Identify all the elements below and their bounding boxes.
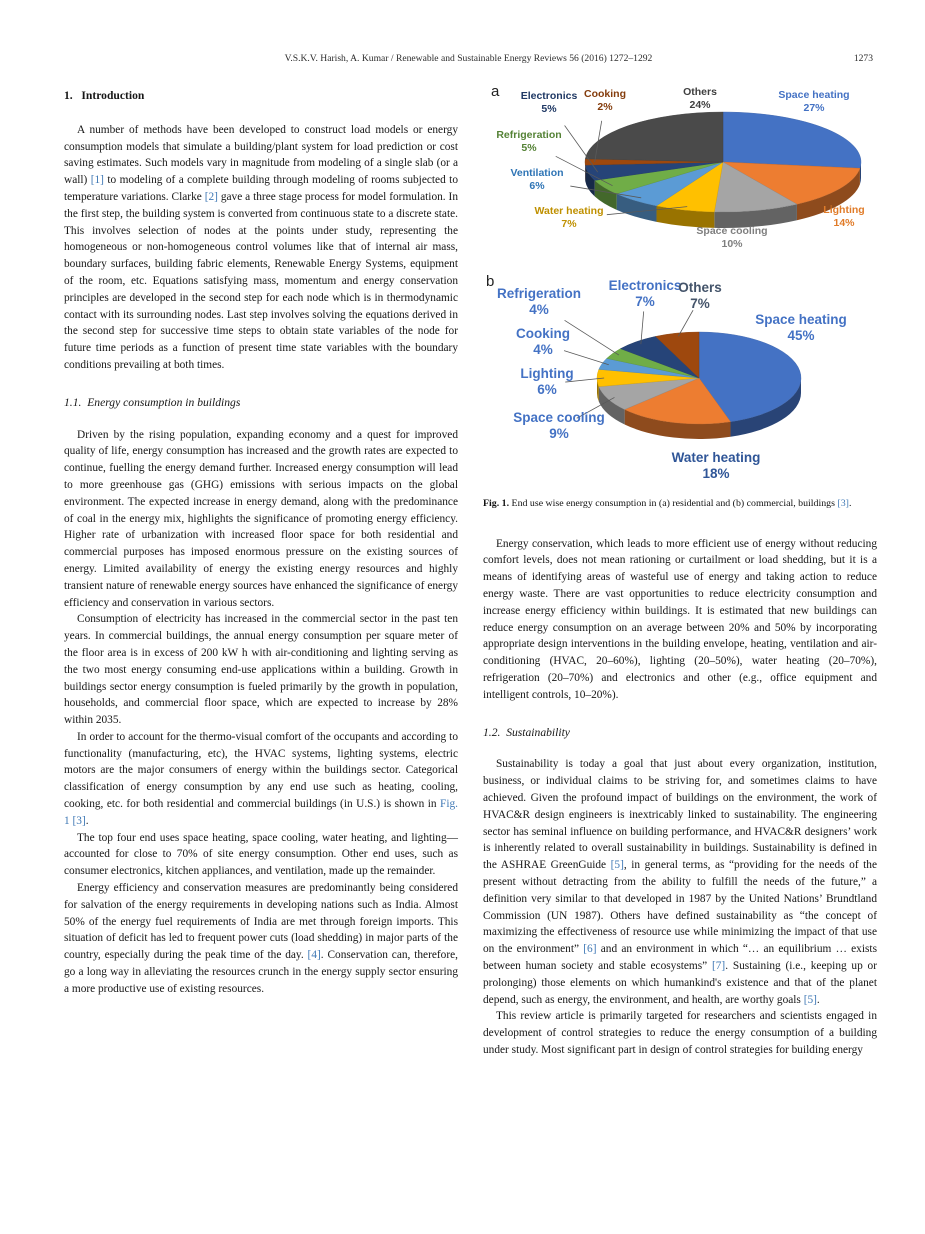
pie-3d-svg <box>483 84 877 256</box>
pie-slice-label: Electronics 7% <box>608 278 682 309</box>
figure-1 <box>483 84 877 511</box>
pie-3d-svg <box>483 266 877 484</box>
citation-link[interactable]: [6] <box>583 943 597 956</box>
pie-slice-label: Space heating 45% <box>755 312 847 343</box>
pie-slice-label: Water heating 18% <box>671 450 761 481</box>
paragraph <box>483 1008 877 1058</box>
citation-link[interactable]: Fig. 1 <box>64 798 458 827</box>
pie-chart-residential <box>483 84 877 256</box>
citation-link[interactable]: [5] <box>803 993 817 1006</box>
section-heading-energy-consumption: 1.1. Energy consumption in buildings <box>64 395 241 409</box>
text-run: . Conservation can, therefore, go a long way in alleviating the resources crunch in the energy supply sector ensuring a more productive use of existing resources. <box>64 949 458 995</box>
text-run: Driven by the rising population, expanding economy and a quest for improved quality of life, energy consumption has increased and the growth rates are expected to continue, fuelling the energy demand further. Increased energy consumption will lead to more greenhouse gas (GHG) emissions with serious impacts on the global environment. The expected increase in energy demand, along with the predominance of coal in the energy mix, highlights the significance of promoting energy efficiency. Higher rate of urbanization with increased floor space for both residential and commercial purposes has imposed enormous pressure on the existing sources of energy. Limited availability of energy the existing energy resources and highly transient nature of renewable energy sources have enhanced the significance of energy efficiency and conservation in various sectors. <box>64 428 458 609</box>
text-run: , in general terms, as “providing for the needs of the present without detracting from the ability to fulfill the needs of the future,” a definition very similar to that developed in 1987 by the United Nations’ Brundtland Commission (UN 1987). Others have defined sustainability as “the concept of maximizing the effectiveness of resource use while minimizing the impact of that use on the environment” <box>483 859 877 956</box>
intro-paragraphs <box>64 122 458 374</box>
pie-chart-commercial <box>483 266 877 484</box>
text-run: Energy efficiency and conservation measures are predominantly being considered for salvation of the energy requirements in developing nations such as India. Almost 50% of the energy fuel requirements of India are met through foreign imports. This situation of deficit has led to frequent power cuts (load shedding) in major parts of the country, especially during the peak time of the day. <box>64 882 458 962</box>
figure-1-caption <box>483 497 877 511</box>
paragraph <box>64 830 458 880</box>
paragraph <box>64 611 458 729</box>
text-run: . <box>85 814 89 827</box>
text-run: gave a three stage process for model formulation. In the first step, the building system is converted from continuous state to a discrete state. This involves selection of nodes at the points under study, representing the homogeneous or non-homogeneous control volumes like that of internal air mass, boundary surfaces, building fabric elements, Renewable Energy Systems, equipment of the room, etc. Equations satisfying mass, momentum and energy conservation principles are developed in the second step for each node which is in thermodynamic contact with its surrounding nodes. Last step involves solving the equations derived in the second step for successive time steps to obtain state variables of the node for future time periods as a function of present time state variables with the boundary conditions prevailing at both times. <box>64 190 458 371</box>
pie-slice-label: Cooking 4% <box>516 326 570 357</box>
pie-slice-label: Others 7% <box>678 280 722 311</box>
text-run: Energy conservation, which leads to more efficient use of energy without reducing comfort levels, does not mean rationing or curtailment or load shedding, but it is a means of identifying areas of wasteful use of energy and taking action to reduce energy waste. There are vast opportunities to reduce electricity consumption and increase energy efficiency within buildings. It is estimated that new buildings can reduce energy consumption on an average between 20% and 50% by incorporating appropriate design interventions in the building envelope, heating, ventilation and air-conditioning (HVAC, 20–60%), lighting (20–50%), water heating (20–70%), refrigeration (20–70%) and electronics and other (e.g., office equipment and intelligent controls, 10–20%). <box>483 537 877 701</box>
energy-consumption-paragraphs <box>64 427 458 998</box>
text-run: . <box>848 498 852 509</box>
after-figure-paragraphs <box>483 536 877 704</box>
running-header <box>64 53 873 64</box>
pie-slice-label: Lighting 14% <box>823 204 865 229</box>
label-leader-line <box>564 351 609 365</box>
paragraph <box>64 880 458 998</box>
pie-slice <box>723 112 861 168</box>
citation-link[interactable]: [3] <box>72 814 86 827</box>
pie-slice-label: Electronics 5% <box>520 90 578 115</box>
section-heading-sustainability: 1.2. Sustainability <box>483 725 570 739</box>
text-run: Consumption of electricity has increased in the commercial sector in the past ten years. In commercial buildings, the annual energy consumption per square meter of the floor area is in excess of 200 kW h with air-conditioning and lighting serving as the two most energy consuming end-use applications within a building. Growth in buildings sector energy consumption is fueled primarily by the growth in population, households, and commercial floor space, which are expected to increase by 28% within 2035. <box>64 613 458 727</box>
paragraph <box>483 536 877 704</box>
citation-link[interactable]: [5] <box>610 859 624 872</box>
text-run: This review article is primarily targeted for researchers and scientists engaged in development of control strategies to reduce the energy consumption of a building under study. Most significant part in design of control strategies for building energy <box>483 1010 877 1056</box>
section-heading-introduction: 1. Introduction <box>64 89 145 102</box>
pie-slice-label: Refrigeration 4% <box>496 286 582 317</box>
label-leader-line <box>565 320 619 355</box>
pie-slice-label: Others 24% <box>683 86 717 111</box>
citation-link[interactable]: [1] <box>90 174 104 187</box>
pie-slice <box>585 112 723 162</box>
text-run: In order to account for the thermo-visual comfort of the occupants and according to functionality (manufacturing, etc), the HVAC systems, lighting systems, electric motors are the major consumers of energy within the buildings sector. Categorical classification of energy consumption by any end use such as heating, cooling, cooking, etc. for both residential and commercial buildings (in U.S.) is shown in <box>64 730 458 811</box>
citation-link[interactable]: [4] <box>307 949 321 962</box>
pie-slice-label: Space heating 27% <box>778 89 850 114</box>
pie-slice-label: Refrigeration 5% <box>496 129 562 154</box>
page-number: 1273 <box>853 53 873 64</box>
pie-slice-label: Space cooling 9% <box>513 410 605 441</box>
pie-slice-label: Ventilation 6% <box>510 167 564 192</box>
running-title: V.S.K.V. Harish, A. Kumar / Renewable and Sustainable Energy Reviews 56 (2016) 1272–1292 <box>284 53 653 64</box>
paragraph <box>483 756 877 1008</box>
text-run: . <box>816 993 820 1006</box>
citation-link[interactable]: [3] <box>837 498 849 509</box>
paragraph <box>64 427 458 612</box>
text-run: and an environment in which “… an equilibrium … exists between human society and stable ecosystems” <box>483 943 877 972</box>
right-column <box>483 84 877 1059</box>
pie-slice-label: Cooking 2% <box>584 88 626 113</box>
text-run: A number of methods have been developed to construct load models or energy consumption models that simulate a building/plant system for load prediction or cost saving estimates. Such models vary in magnitude from modeling of a single slab (or a wall) <box>64 123 458 187</box>
text-run: to modeling of a complete building through modeling of rooms subjected to temperature variations. Clarke <box>64 174 458 203</box>
text-run: End use wise energy consumption in (a) residential and (b) commercial, buildings <box>509 498 838 509</box>
pie-slice-label: Lighting 6% <box>520 366 574 397</box>
paragraph <box>64 122 458 374</box>
paragraph <box>64 729 458 830</box>
panel-label-a: a <box>491 83 500 100</box>
text-run: . Sustaining (i.e., keeping up or prolonging) those elements on which humankind's existence and that of the planet depend, such as energy, the environment, and health, are worthy goals <box>483 959 877 1006</box>
panel-label-b: b <box>486 273 495 290</box>
sustainability-paragraphs <box>483 756 877 1058</box>
text-run: The top four end uses space heating, space cooling, water heating, and lighting—accounted for close to 70% of site energy consumption. Other end uses, such as consumer electronics, kitchen appliances, and ventilation, made up the remainder. <box>64 831 458 878</box>
citation-link[interactable]: [2] <box>204 190 218 203</box>
citation-link[interactable]: [7] <box>711 959 726 972</box>
text-run: Fig. 1. <box>483 498 510 509</box>
left-column <box>64 88 458 998</box>
pie-slice-label: Water heating 7% <box>534 205 604 230</box>
pie-slice-label: Space cooling 10% <box>696 225 768 250</box>
text-run: Sustainability is today a goal that just about every organization, institution, business, or individual claims to be striving for, and sometimes claims to have achieved. Given the profound impact of buildings on the environment, the work of HVAC&R design engineers is inextricably linked to sustainability. The engineering sector has seminal influence on building performance, and HVAC&R designers’ work is inherently related to overall sustainability in buildings. Sustainability is defined in the ASHRAE GreenGuide <box>483 758 877 872</box>
